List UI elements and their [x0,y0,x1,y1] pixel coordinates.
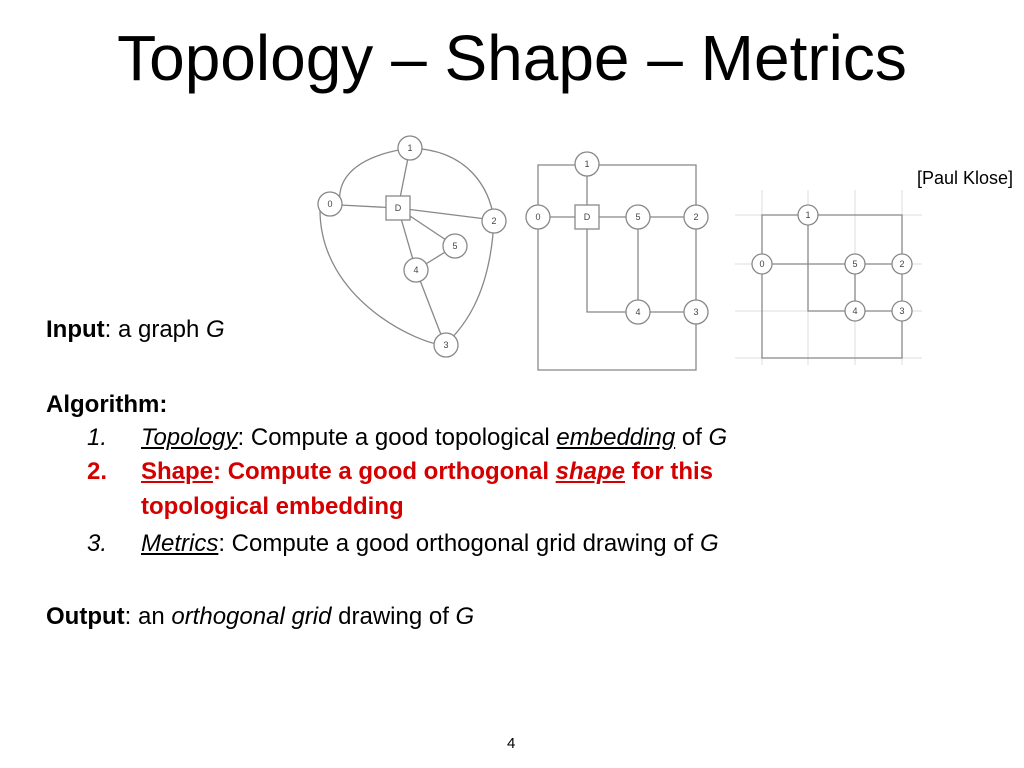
output-text-2: drawing of [331,603,456,630]
output-text: : an [124,603,172,630]
step-2-text: : Compute a good orthogonal [213,458,556,485]
grid-figure [762,215,905,358]
shape-node-label: 1 [584,159,590,169]
grid-node-label: 0 [759,259,765,269]
graph-node-label: 2 [491,216,497,226]
grid-node-label: 5 [852,259,858,269]
step-3-var: G [699,530,719,557]
credit: [Paul Klose] [916,168,1013,188]
input-text: : a graph [104,316,207,343]
graph-node-label: 4 [413,265,419,275]
step-1-emphasis: embedding [556,424,676,451]
step-1 [141,424,727,452]
shape-node-label: D [583,212,591,222]
output-label: Output [46,603,125,630]
grid-node-label: 1 [805,210,811,220]
graph-node-label: 1 [407,143,413,153]
output-var: G [455,603,475,630]
page-title: Topology – Shape – Metrics [117,22,907,94]
graph-node-label: 5 [452,241,458,251]
grid-node-label: 4 [852,306,858,316]
step-2-text-2: for this [625,458,714,485]
step-2-emphasis: shape [555,458,626,485]
graph-figure [320,148,497,345]
graph-node-label: D [394,203,402,213]
shape-node-label: 5 [635,212,641,222]
step-3-term: Metrics [141,530,219,557]
shape-node-label: 0 [535,212,541,222]
input-line [46,316,225,344]
step-3-number: 3. [87,530,108,557]
step-3-text: : Compute a good orthogonal grid drawing of [218,530,700,557]
step-1-var: G [708,424,728,451]
input-label: Input [46,316,105,343]
graph-node-label: 0 [327,199,333,209]
grid-node-label: 2 [899,259,905,269]
grid-figure-gridlines [735,190,922,365]
step-2-line-2: topological embedding [141,493,404,520]
page-number: 4 [507,735,516,752]
grid-node-label: 3 [899,306,905,316]
step-2-term: Shape [141,458,214,485]
output-line [46,603,474,631]
step-3 [141,530,719,558]
shape-node-label: 4 [635,307,641,317]
input-var: G [206,316,225,343]
step-1-term: Topology [141,424,238,451]
step-1-number: 1. [87,424,108,451]
output-emphasis: orthogonal grid [171,603,332,630]
step-2-number: 2. [87,458,108,485]
step-1-text-2: of [675,424,709,451]
shape-node-label: 2 [693,212,699,222]
algorithm-label: Algorithm: [46,391,168,418]
step-2 [141,458,713,486]
shape-node-label: 3 [693,307,699,317]
graph-node-label: 3 [443,340,449,350]
shape-figure [538,165,699,370]
step-1-text: : Compute a good topological [237,424,557,451]
